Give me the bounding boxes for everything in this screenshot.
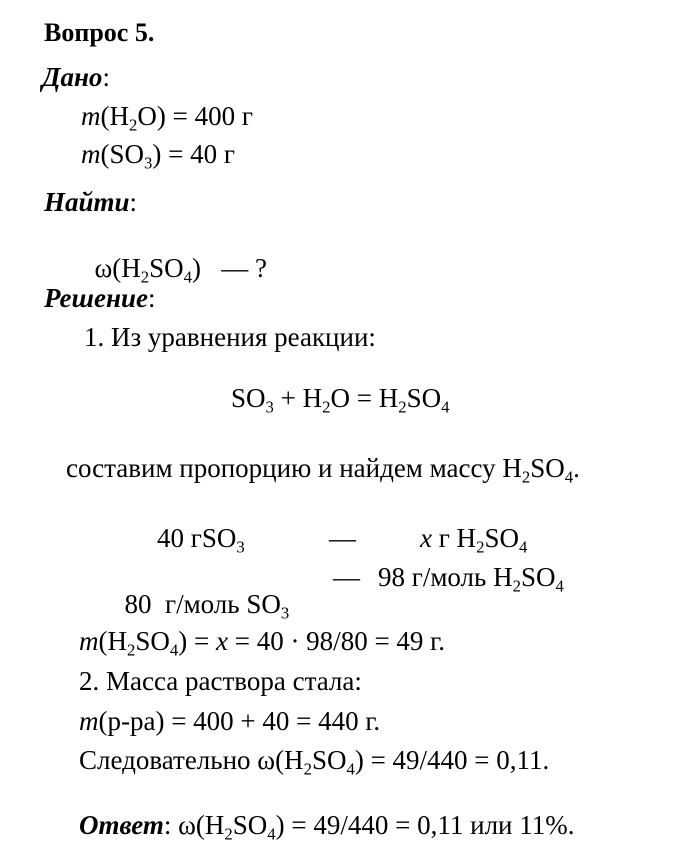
find-item — [81, 228, 268, 287]
proportion-row1-dash: — — [329, 523, 356, 553]
formula-text: ) = 40 г — [152, 139, 235, 169]
mass-var: m — [79, 626, 99, 656]
subscript: 2 — [322, 397, 331, 417]
given-item-so3 — [81, 139, 235, 173]
subscript: 3 — [144, 153, 153, 173]
formula-text: ) = 49/440 = 0,11 или 11%. — [275, 810, 575, 840]
unknown-var: x — [420, 523, 432, 553]
find-label: Найти — [44, 187, 130, 217]
subscript: 4 — [267, 824, 276, 844]
proportion-text — [66, 453, 580, 487]
proportion-row2-left — [111, 564, 290, 623]
solution-mass — [79, 708, 380, 735]
formula-text: ) = 49/440 = 0,11. — [354, 745, 550, 775]
formula-text: 40 гSO — [157, 523, 237, 553]
solution-colon: : — [147, 283, 156, 313]
unknown-var: x — [215, 626, 228, 656]
answer-colon: : — [163, 810, 172, 840]
subscript: 3 — [265, 397, 274, 417]
proportion-row1-right — [420, 523, 528, 557]
formula-text: SO — [406, 383, 442, 413]
find-colon: : — [129, 187, 138, 217]
answer — [79, 810, 575, 844]
formula-text: O) = 400 г — [137, 101, 253, 131]
mass-var: m — [81, 139, 101, 169]
subscript: 4 — [169, 640, 179, 660]
subscript: 3 — [280, 603, 290, 623]
proportion-row1-left — [157, 523, 245, 557]
formula-text: 98 г/моль H — [378, 562, 513, 592]
subscript: 3 — [236, 537, 245, 557]
formula-text: SO — [484, 523, 519, 553]
formula-text: Следовательно ω(H — [79, 745, 304, 775]
subscript: 2 — [303, 759, 312, 779]
given-heading — [42, 64, 110, 91]
formula-text: (H — [100, 101, 129, 131]
given-colon: : — [102, 62, 110, 92]
formula-text: SO — [149, 253, 184, 283]
subscript: 2 — [398, 397, 407, 417]
given-label: Дано — [42, 62, 103, 92]
subscript: 4 — [555, 576, 564, 596]
step-2: 2. Масса раствора стала: — [79, 666, 362, 696]
formula-text: ) — ? — [192, 253, 268, 283]
formula-text: SO — [520, 562, 556, 592]
formula-text: ω(H — [94, 253, 141, 283]
subscript: 2 — [127, 640, 136, 660]
proportion-row2-right — [378, 562, 564, 596]
formula-text: = 40 · 98/80 = 49 г. — [227, 626, 445, 656]
solution-label: Решение — [44, 283, 148, 313]
formula-text: SO — [231, 383, 266, 413]
subscript: 2 — [521, 467, 531, 487]
proportion-row2-dash: — — [333, 562, 360, 592]
mass-calculation — [79, 626, 445, 660]
formula-text: (р-ра) = 400 + 40 = 440 г. — [98, 706, 381, 736]
subscript: 2 — [224, 824, 233, 844]
formula-text: 80 г/моль SO — [124, 589, 281, 619]
conclusion — [79, 745, 550, 779]
formula-text: (SO — [100, 139, 145, 169]
reaction-equation — [231, 383, 450, 417]
answer-label: Ответ — [79, 810, 164, 840]
subscript: 2 — [512, 576, 521, 596]
formula-text: + H — [273, 383, 323, 413]
question-title: Вопрос 5. — [44, 18, 155, 47]
formula-text: SO — [530, 453, 565, 483]
formula-text: составим пропорцию и найдем массу H — [66, 453, 522, 483]
formula-text: SO — [135, 626, 170, 656]
formula-text: ω(H — [171, 810, 225, 840]
subscript: 2 — [140, 267, 150, 287]
formula-text: SO — [311, 745, 347, 775]
subscript: 2 — [476, 537, 485, 557]
subscript: 4 — [183, 267, 193, 287]
subscript: 4 — [564, 467, 574, 487]
mass-var: m — [79, 706, 99, 736]
find-heading — [44, 189, 137, 216]
given-item-water — [81, 101, 253, 135]
formula-text: ) = — [178, 626, 216, 656]
solution-heading — [44, 285, 155, 312]
formula-text: . — [573, 453, 580, 483]
formula-text: SO — [232, 810, 268, 840]
subscript: 4 — [518, 537, 528, 557]
subscript: 2 — [129, 115, 138, 135]
mass-var: m — [81, 101, 101, 131]
formula-text: (H — [98, 626, 127, 656]
subscript: 4 — [441, 397, 450, 417]
subscript: 4 — [346, 759, 355, 779]
formula-text: г H — [431, 523, 477, 553]
step-1: 1. Из уравнения реакции: — [84, 322, 376, 352]
formula-text: O = H — [330, 383, 399, 413]
